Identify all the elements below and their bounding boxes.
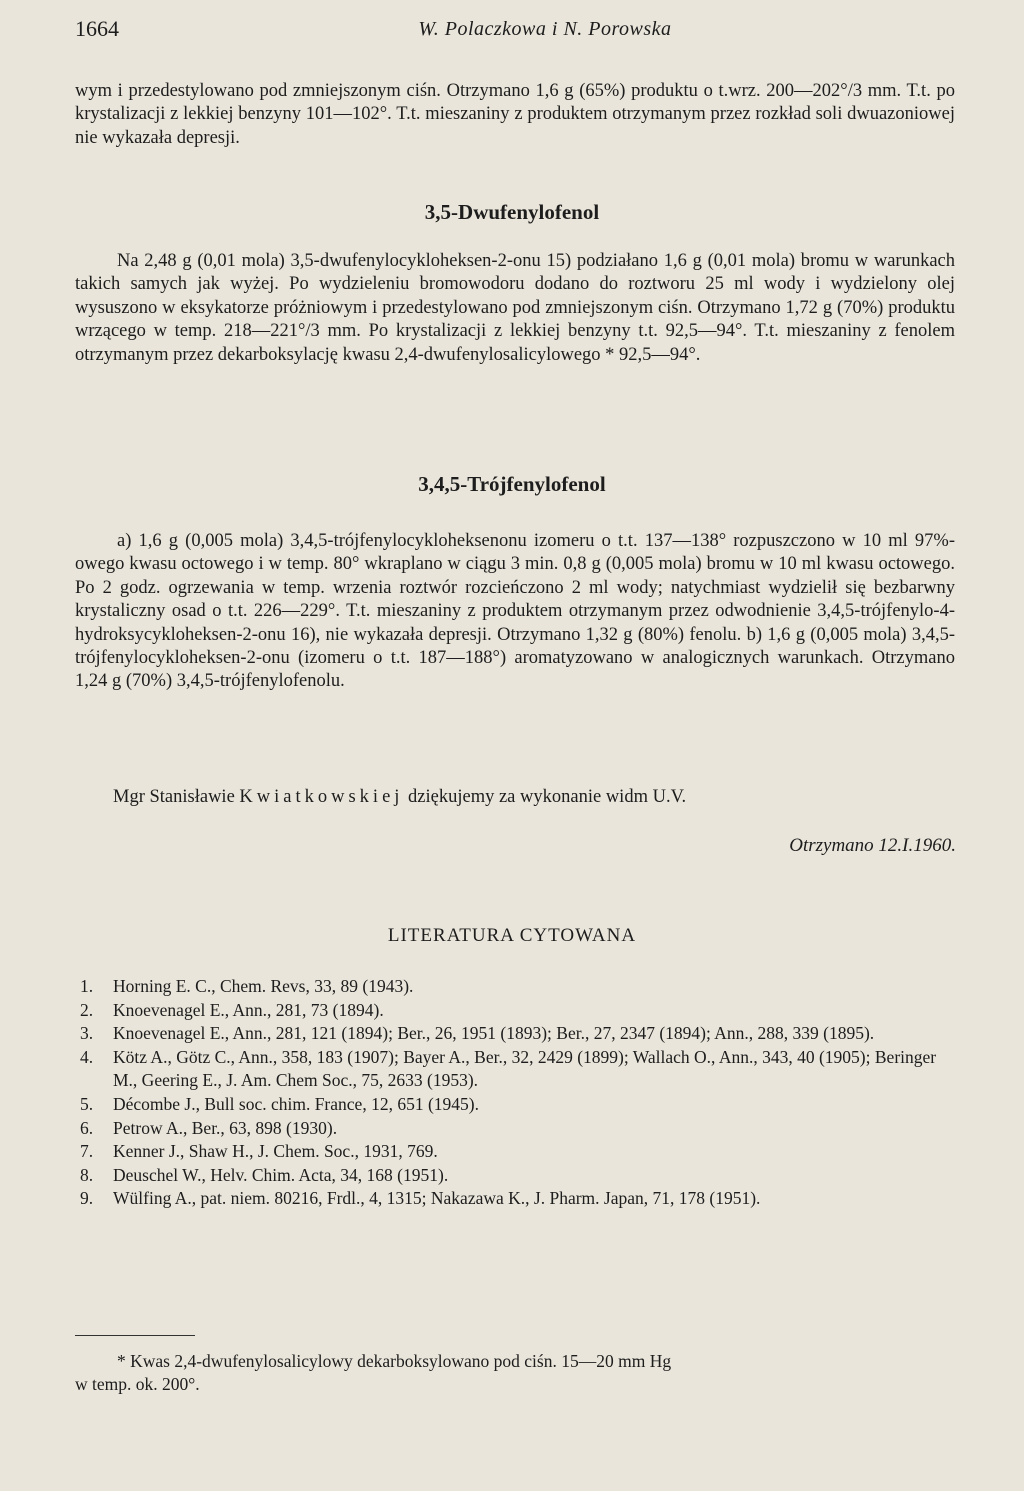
reference-item <box>75 975 955 999</box>
reference-number: 8. <box>80 1164 94 1185</box>
reference-item <box>75 1140 955 1164</box>
reference-item <box>75 1187 955 1211</box>
reference-item <box>75 1022 955 1046</box>
reference-number: 3. <box>80 1023 94 1044</box>
ack-before: Mgr Stanisławie <box>113 787 235 807</box>
reference-number: 5. <box>80 1093 94 1114</box>
section-heading-dwufenylofenol: 3,5-Dwufenylofenol <box>424 200 600 224</box>
reference-number: 7. <box>80 1141 94 1162</box>
received-date: Otrzymano 12.I.1960. <box>789 835 956 856</box>
reference-item <box>75 1093 955 1117</box>
reference-text: Wülfing A., pat. niem. 80216, Frdl., 4, 1315; Nakazawa K., J. Pharm. Japan, 71, 178 (1951). <box>113 1188 761 1209</box>
section-body-text: a) 1,6 g (0,005 mola) 3,4,5-trójfenylocykloheksenonu izomeru o t.t. 137—138° rozpuszczono w 10 ml 97%-owego kwasu octowego i w temp. 80° wkraplano w ciągu 3 min. 0,8 g (0,005 mola) bromu w 10 ml kwasu octowego. Po 2 godz. ogrzewania w temp. wrzenia roztwór rozcieńczono 2 ml wody; natychmiast wydzielił się bezbarwny krystaliczny osad o t.t. 226—229°. T.t. mieszaniny z produktem otrzymanym przez odwodnienie 3,4,5-trójfenylo-4-hydroksycykloheksen-2-onu 16), nie wykazała depresji. Otrzymano 1,32 g (80%) fenolu. b) 1,6 g (0,005 mola) 3,4,5-trójfenylocykloheksen-2-onu (izomeru o t.t. 187—188°) aromatyzowano w analogicznych warunkach. Otrzymano 1,24 g (70%) 3,4,5-trójfenylofenolu. <box>75 531 955 692</box>
reference-number: 1. <box>80 976 94 996</box>
section-body-dwufenylofenol <box>75 250 955 367</box>
ack-after: dziękujemy za wykonanie widm U.V. <box>408 787 687 807</box>
section-body-text: Na 2,48 g (0,01 mola) 3,5-dwufenylocykloheksen-2-onu 15) podziałano 1,6 g (0,01 mola) bromu w warunkach takich samych jak wyżej. Po wydzieleniu bromowodoru dodano do roztworu 25 ml wody i wydzielony olej wysuszono w eksykatorze próżniowym i przedestylowano pod zmniejszonym ciśn. Otrzymano 1,72 g (70%) produktu wrzącego w temp. 218—221°/3 mm. Po krystalizacji z lekkiej benzyny t.t. 92,5—94°. T.t. mieszaniny z fenolem otrzymanym przez dekarboksylację kwasu 2,4-dwufenylosalicylowego * 92,5—94°. <box>75 251 955 365</box>
reference-text: Petrow A., Ber., 63, 898 (1930). <box>113 1117 338 1138</box>
reference-text: Kötz A., Götz C., Ann., 358, 183 (1907); Bayer A., Ber., 32, 2429 (1899); Wallach O., Ann., 343, 40 (1905); Beringer M., Geering E., J. Am. Chem Soc., 75, 2633 (1953). <box>113 1046 937 1091</box>
intro-paragraph: wym i przedestylowano pod zmniejszonym ciśn. Otrzymano 1,6 g (65%) produktu o t.wrz. 200—202°/3 mm. T.t. po krystalizacji z lekkiej benzyny 101—102°. T.t. mieszaniny z produktem otrzymanym przez rozkład soli dwuazoniowej nie wykazała depresji. <box>75 81 955 148</box>
footnote-divider <box>75 1335 195 1336</box>
reference-number: 9. <box>80 1188 94 1209</box>
ack-name: Kwiatkowskiej <box>239 787 404 807</box>
reference-item <box>75 1117 955 1141</box>
reference-text: Kenner J., Shaw H., J. Chem. Soc., 1931, 769. <box>113 1141 438 1162</box>
section-heading-trojfenylofenol: 3,4,5-Trójfenylofenol <box>418 472 606 496</box>
reference-number: 6. <box>80 1117 94 1138</box>
reference-item <box>75 999 955 1023</box>
page-header <box>75 16 955 46</box>
page-number: 1664 <box>75 16 119 41</box>
footnote-line: w temp. ok. 200°. <box>75 1374 200 1394</box>
reference-item <box>75 1046 955 1093</box>
running-title: W. Polaczkowa i N. Porowska <box>418 18 672 40</box>
reference-text: Horning E. C., Chem. Revs, 33, 89 (1943). <box>113 976 414 996</box>
reference-number: 2. <box>80 999 94 1020</box>
reference-list <box>75 975 955 1211</box>
reference-text: Knoevenagel E., Ann., 281, 73 (1894). <box>113 999 384 1020</box>
reference-text: Décombe J., Bull soc. chim. France, 12, 651 (1945). <box>113 1093 479 1114</box>
footnote-line: * Kwas 2,4-dwufenylosalicylowy dekarboksylowano pod ciśn. 15—20 mm Hg <box>117 1351 672 1371</box>
section-body-trojfenylofenol <box>75 530 955 694</box>
literature-title: LITERATURA CYTOWANA <box>387 925 637 946</box>
acknowledgment <box>113 787 686 808</box>
reference-text: Knoevenagel E., Ann., 281, 121 (1894); Ber., 26, 1951 (1893); Ber., 27, 2347 (1894); Ann., 288, 339 (1895). <box>113 1023 875 1044</box>
reference-item <box>75 1164 955 1188</box>
reference-number: 4. <box>80 1046 94 1067</box>
reference-text: Deuschel W., Helv. Chim. Acta, 34, 168 (1951). <box>113 1164 449 1185</box>
footnote <box>75 1350 955 1396</box>
